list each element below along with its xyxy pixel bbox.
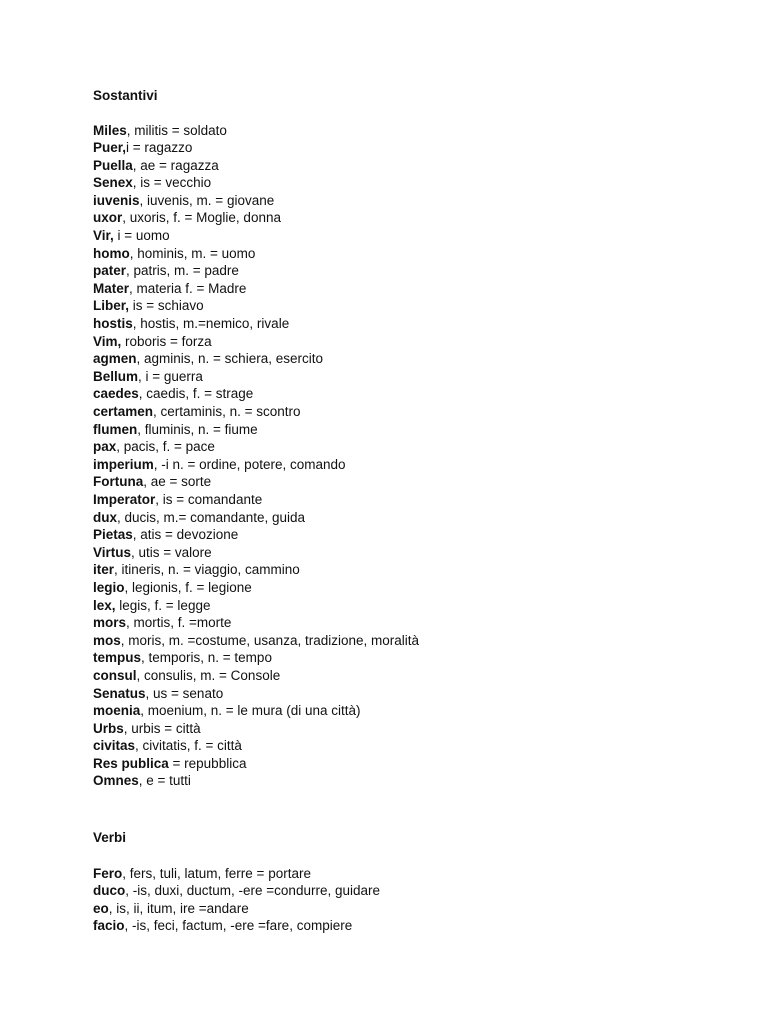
vocab-definition: , hominis, m. = uomo [129, 245, 256, 261]
vocab-definition: , ae = ragazza [132, 157, 219, 173]
vocab-lemma: tempus [93, 650, 142, 666]
vocab-entry [93, 755, 419, 773]
vocab-lemma: Miles [93, 122, 127, 138]
vocab-definition: , hostis, m.=nemico, rivale [132, 316, 290, 332]
vocab-lemma: pater [93, 263, 127, 279]
vocab-entry [93, 385, 419, 403]
vocab-lemma: Fortuna [93, 474, 144, 490]
vocab-entry [93, 473, 419, 491]
vocab-definition: , fluminis, n. = fiume [137, 421, 258, 437]
vocab-entry [93, 192, 419, 210]
vocab-lemma: mors [93, 615, 127, 631]
vocab-lemma: imperium [93, 456, 154, 472]
section-title-verbi: Verbi [93, 830, 127, 845]
vocab-definition: , consulis, m. = Console [136, 667, 281, 683]
vocab-definition: , temporis, n. = tempo [141, 650, 272, 666]
vocab-entry [93, 491, 419, 509]
vocab-lemma: moenia [93, 703, 141, 719]
vocab-definition: , caedis, f. = strage [138, 386, 254, 402]
vocab-definition: , ae = sorte [143, 474, 212, 490]
vocab-list-sostantivi [93, 122, 419, 791]
vocab-entry [93, 297, 419, 315]
vocab-entry [93, 900, 380, 918]
vocab-lemma: agmen [93, 351, 137, 367]
vocab-lemma: duco [93, 883, 126, 899]
vocab-entry [93, 456, 419, 474]
vocab-lemma: mos [93, 632, 121, 648]
vocab-entry [93, 544, 419, 562]
vocab-entry [93, 315, 419, 333]
vocab-entry [93, 649, 419, 667]
vocab-definition: , is = vecchio [132, 175, 212, 191]
vocab-lemma: hostis [93, 316, 133, 332]
vocab-entry [93, 350, 419, 368]
vocab-definition: i = ragazzo [126, 140, 193, 156]
vocab-entry [93, 720, 419, 738]
vocab-entry [93, 438, 419, 456]
vocab-entry [93, 139, 419, 157]
vocab-entry [93, 262, 419, 280]
vocab-entry [93, 526, 419, 544]
vocab-definition: , us = senato [145, 685, 224, 701]
vocab-entry [93, 597, 419, 615]
vocab-entry [93, 333, 419, 351]
vocab-lemma: civitas [93, 738, 136, 754]
vocab-lemma: lex, [93, 597, 116, 613]
vocab-lemma: Vim, [93, 333, 122, 349]
vocab-lemma: Pietas [93, 527, 133, 543]
vocab-entry [93, 614, 419, 632]
vocab-entry [93, 245, 419, 263]
vocab-lemma: facio [93, 918, 125, 934]
vocab-lemma: consul [93, 667, 137, 683]
vocab-lemma: caedes [93, 386, 139, 402]
vocab-definition: , fers, tuli, latum, ferre = portare [122, 865, 311, 881]
vocab-lemma: flumen [93, 421, 138, 437]
vocab-lemma: Omnes [93, 773, 139, 789]
vocab-definition: , i = guerra [138, 368, 203, 384]
vocab-lemma: Senatus [93, 685, 146, 701]
vocab-entry [93, 280, 419, 298]
vocab-lemma: Senex [93, 175, 133, 191]
vocab-definition: , uxoris, f. = Moglie, donna [122, 210, 281, 226]
vocab-lemma: pax [93, 439, 117, 455]
vocab-lemma: iuvenis [93, 192, 140, 208]
vocab-entry [93, 772, 419, 790]
vocab-definition: , pacis, f. = pace [116, 439, 215, 455]
vocab-lemma: uxor [93, 210, 123, 226]
vocab-lemma: dux [93, 509, 118, 525]
vocab-entry [93, 209, 419, 227]
vocab-list-verbi [93, 865, 380, 935]
vocab-definition: , certaminis, n. = scontro [153, 404, 301, 419]
vocab-entry [93, 685, 419, 703]
vocab-entry [93, 579, 419, 597]
vocab-definition: , iuvenis, m. = giovane [139, 192, 275, 208]
vocab-definition: = repubblica [168, 755, 247, 771]
vocab-entry [93, 882, 380, 900]
vocab-entry [93, 157, 419, 175]
vocab-definition: , militis = soldato [126, 122, 227, 138]
vocab-lemma: Mater [93, 280, 130, 296]
vocab-definition: is = schiavo [129, 298, 204, 314]
vocab-definition: , itineris, n. = viaggio, cammino [114, 562, 300, 578]
vocab-definition: , atis = devozione [132, 527, 239, 543]
vocab-lemma: homo [93, 245, 130, 261]
vocab-lemma: Vir, [93, 228, 114, 244]
vocab-definition: , ducis, m.= comandante, guida [117, 509, 306, 525]
section-title-sostantivi: Sostantivi [93, 88, 158, 103]
vocab-definition: , materia f. = Madre [129, 280, 247, 296]
vocab-lemma: Virtus [93, 544, 132, 560]
vocab-entry [93, 174, 419, 192]
vocab-entry [93, 737, 419, 755]
vocab-lemma: Fero [93, 865, 123, 881]
vocab-definition: , is, ii, itum, ire =andare [108, 900, 249, 916]
vocab-definition: , mortis, f. =morte [126, 615, 232, 631]
vocab-definition: , is = comandante [155, 491, 263, 507]
vocab-definition: , -is, feci, factum, -ere =fare, compiere [124, 918, 353, 934]
vocab-definition: , moenium, n. = le mura (di una città) [140, 703, 361, 719]
vocab-entry [93, 122, 419, 140]
vocab-definition: , e = tutti [138, 773, 191, 789]
vocab-lemma: eo [93, 900, 109, 916]
vocab-lemma: certamen [93, 404, 154, 419]
vocab-entry [93, 917, 380, 935]
vocab-definition: roboris = forza [121, 333, 212, 349]
vocab-definition: i = uomo [113, 228, 170, 244]
vocab-lemma: Liber, [93, 298, 130, 314]
vocab-entry [93, 421, 419, 439]
vocab-lemma: Puer, [93, 140, 127, 156]
vocab-entry [93, 509, 419, 527]
vocab-entry [93, 561, 419, 579]
vocab-definition: , agminis, n. = schiera, esercito [136, 351, 323, 367]
vocab-definition: , utis = valore [131, 544, 212, 560]
vocab-entry [93, 632, 419, 650]
vocab-entry [93, 368, 419, 386]
vocab-lemma: Res publica [93, 755, 169, 771]
vocab-definition: , -is, duxi, ductum, -ere =condurre, guidare [125, 883, 380, 899]
vocab-lemma: Urbs [93, 720, 124, 736]
vocab-definition: legis, f. = legge [115, 597, 211, 613]
vocab-definition: , legionis, f. = legione [124, 579, 252, 595]
vocab-entry [93, 702, 419, 720]
vocab-entry [93, 403, 419, 421]
vocab-lemma: iter [93, 562, 115, 578]
vocab-lemma: Bellum [93, 368, 139, 384]
vocab-definition: , -i n. = ordine, potere, comando [153, 456, 346, 472]
vocab-entry [93, 865, 380, 883]
vocab-definition: , patris, m. = padre [126, 263, 239, 279]
vocab-lemma: Puella [93, 157, 133, 173]
vocab-lemma: legio [93, 579, 125, 595]
vocab-lemma: Imperator [93, 491, 156, 507]
vocab-entry [93, 667, 419, 685]
vocab-definition: , moris, m. =costume, usanza, tradizione, moralità [120, 632, 420, 648]
vocab-entry [93, 227, 419, 245]
vocab-definition: , civitatis, f. = città [135, 738, 242, 754]
vocab-definition: , urbis = città [123, 720, 201, 736]
